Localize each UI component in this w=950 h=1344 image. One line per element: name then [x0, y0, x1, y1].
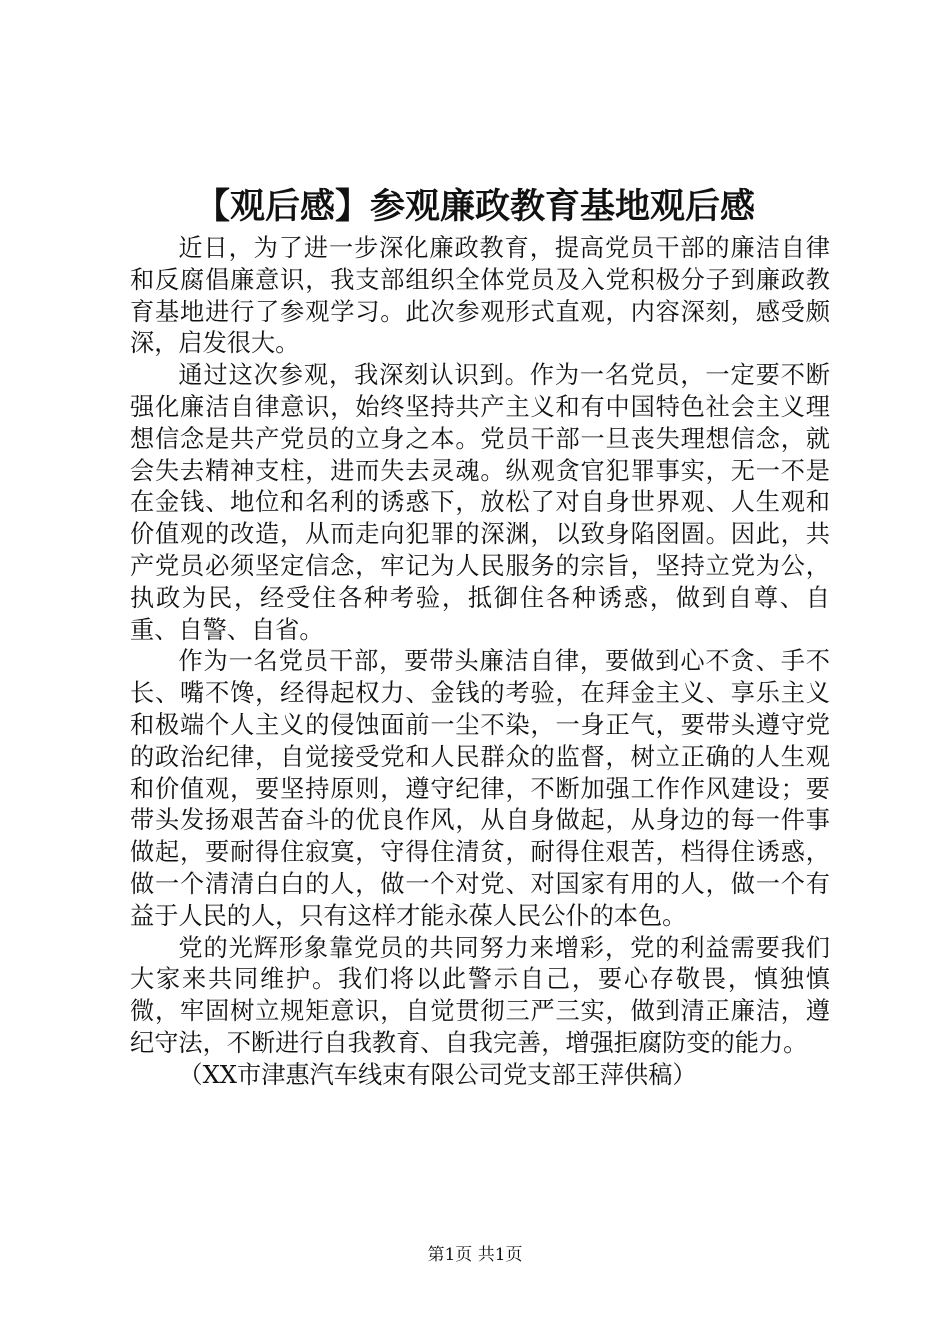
body-paragraph: 作为一名党员干部，要带头廉洁自律，要做到心不贪、手不长、嘴不馋，经得起权力、金钱的考验，在拜金主义、享乐主义和极端个人主义的侵蚀面前一尘不染，一身正气，要带头遵守党的政治纪律，自觉接受党和人民群众的监督，树立正确的人生观和价值观，要坚持原则，遵守纪律，不断加强工作作风建设；要带头发扬艰苦奋斗的优良作风，从自身做起，从身边的每一件事做起，要耐得住寂寞，守得住清贫，耐得住艰苦，档得住诱惑，做一个清清白白的人，做一个对党、对国家有用的人，做一个有益于人民的人，只有这样才能永葆人民公仆的本色。 — [130, 647, 830, 930]
author-credit: （XX市津惠汽车线束有限公司党支部王萍供稿） — [178, 1060, 697, 1089]
document-title: 【观后感】参观廉政教育基地观后感 — [194, 186, 755, 227]
document-body — [130, 233, 830, 1092]
body-paragraph: 党的光辉形象靠党员的共同努力来增彩，党的利益需要我们大家来共同维护。我们将以此警示自己，要心存敬畏，慎独慎微，牢固树立规矩意识，自觉贯彻三严三实，做到清正廉洁，遵纪守法，不断进行自我教育、自我完善，增强拒腐防变的能力。 — [130, 933, 830, 1057]
body-paragraph: 近日，为了进一步深化廉政教育，提高党员干部的廉洁自律和反腐倡廉意识，我支部组织全体党员及入党积极分子到廉政教育基地进行了参观学习。此次参观形式直观，内容深刻，感受颇深，启发很大。 — [130, 234, 830, 358]
body-paragraph: 通过这次参观，我深刻认识到。作为一名党员，一定要不断强化廉洁自律意识，始终坚持共产主义和有中国特色社会主义理想信念是共产党员的立身之本。党员干部一旦丧失理想信念，就会失去精神支柱，进而失去灵魂。纵观贪官犯罪事实，无一不是在金钱、地位和名利的诱惑下，放松了对自身世界观、人生观和价值观的改造，从而走向犯罪的深渊，以致身陷囹圄。因此，共产党员必须坚定信念，牢记为人民服务的宗旨，坚持立党为公，执政为民，经受住各种考验，抵御住各种诱惑，做到自尊、自重、自警、自省。 — [130, 361, 830, 644]
page-footer: 第1页 共1页 — [427, 1245, 523, 1265]
